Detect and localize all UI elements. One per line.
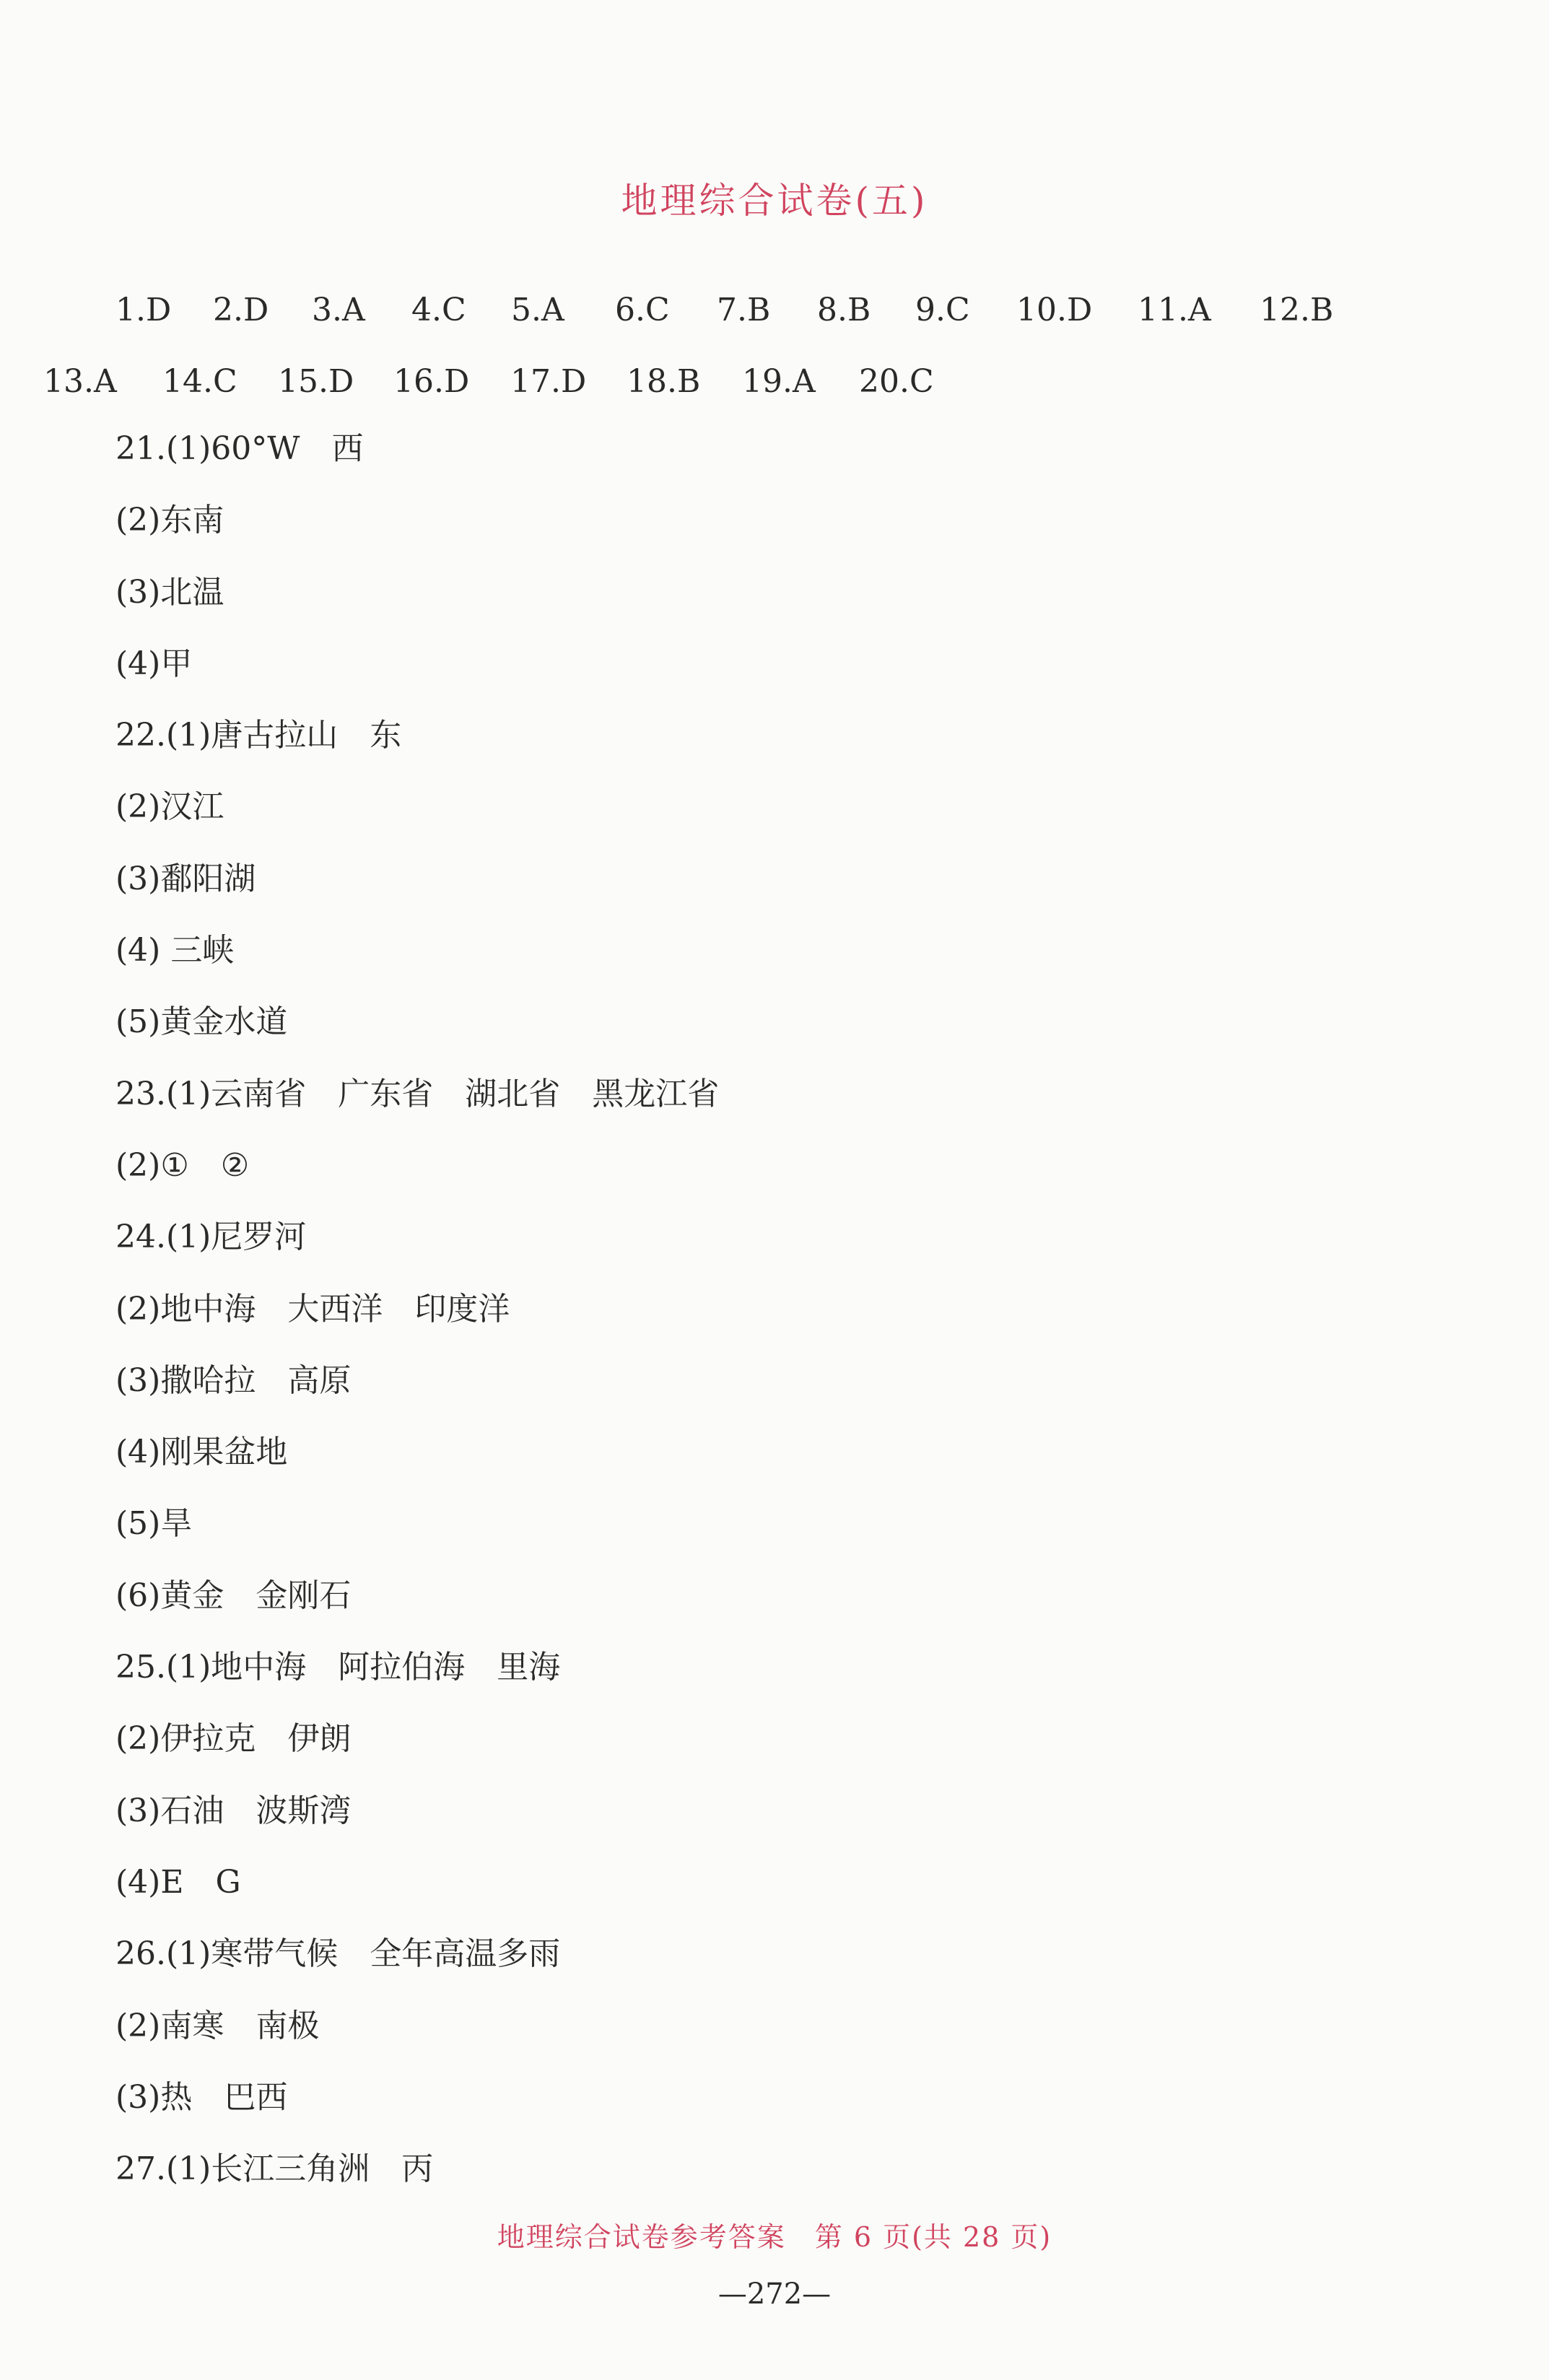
mc-answer: 3.A: [312, 292, 365, 328]
answer-line: (2)① ②: [115, 1146, 250, 1184]
answer-line: (3)撒哈拉 高原: [115, 1361, 352, 1399]
answer-line: (4)E G: [115, 1863, 241, 1901]
answer-line: (5)黄金水道: [115, 1003, 288, 1041]
mc-answer: 5.A: [511, 292, 564, 328]
answer-line: 26.(1)寒带气候 全年高温多雨: [115, 1935, 561, 1973]
answer-line: 24.(1)尼罗河: [115, 1219, 307, 1256]
mc-answer: 15.D: [278, 363, 354, 400]
mc-answer: 9.C: [915, 292, 970, 328]
answer-line: 21.(1)60°W 西: [115, 430, 364, 467]
answer-list: [115, 427, 1487, 2219]
answer-line: (2)汉江: [115, 788, 224, 826]
mc-answer: 7.B: [717, 292, 771, 328]
mc-answer: 12.B: [1260, 292, 1334, 328]
mc-answer: 18.B: [627, 363, 701, 400]
answer-line: (2)南寒 南极: [115, 2007, 320, 2044]
mc-answer: 13.A: [43, 363, 117, 400]
mc-answer: 6.C: [615, 292, 670, 328]
answer-line: 27.(1)长江三角洲 丙: [115, 2150, 434, 2188]
answer-line: (3)石油 波斯湾: [115, 1792, 352, 1829]
page-footer: 地理综合试卷参考答案 第 6 页(共 28 页): [497, 2221, 1052, 2253]
answer-line: (3)鄱阳湖: [115, 860, 256, 897]
mc-answer: 11.A: [1138, 292, 1211, 328]
answer-line: 22.(1)唐古拉山 东: [115, 717, 402, 754]
mc-answer: 14.C: [162, 363, 237, 400]
answer-line: (3)北温: [115, 573, 224, 611]
mc-answer: 8.B: [817, 292, 871, 328]
mc-answer: 19.A: [742, 363, 816, 400]
page-title: 地理综合试卷(五): [621, 180, 928, 222]
answer-line: 25.(1)地中海 阿拉伯海 里海: [115, 1649, 561, 1686]
answer-line: (6)黄金 金刚石: [115, 1577, 352, 1614]
mc-answer: 20.C: [859, 363, 934, 400]
answer-line: 23.(1)云南省 广东省 湖北省 黑龙江省: [115, 1075, 720, 1112]
mc-answer: 2.D: [213, 292, 269, 328]
answer-line: (2)伊拉克 伊朗: [115, 1720, 352, 1758]
answer-line: (3)热 巴西: [115, 2078, 288, 2116]
answer-line: (2)东南: [115, 502, 224, 539]
mc-answer: 17.D: [510, 363, 587, 400]
answer-line: (4)甲: [115, 645, 193, 682]
answer-line: (4)刚果盆地: [115, 1434, 288, 1471]
answer-line: (4) 三峡: [115, 932, 235, 969]
mc-answer: 4.C: [411, 292, 466, 328]
mc-answer: 10.D: [1016, 292, 1093, 328]
answer-line: (5)旱: [115, 1505, 193, 1543]
mc-answer: 16.D: [393, 363, 470, 400]
answer-line: (2)地中海 大西洋 印度洋: [115, 1290, 510, 1328]
mc-answer: 1.D: [115, 292, 172, 328]
page-number: —272—: [717, 2277, 832, 2311]
